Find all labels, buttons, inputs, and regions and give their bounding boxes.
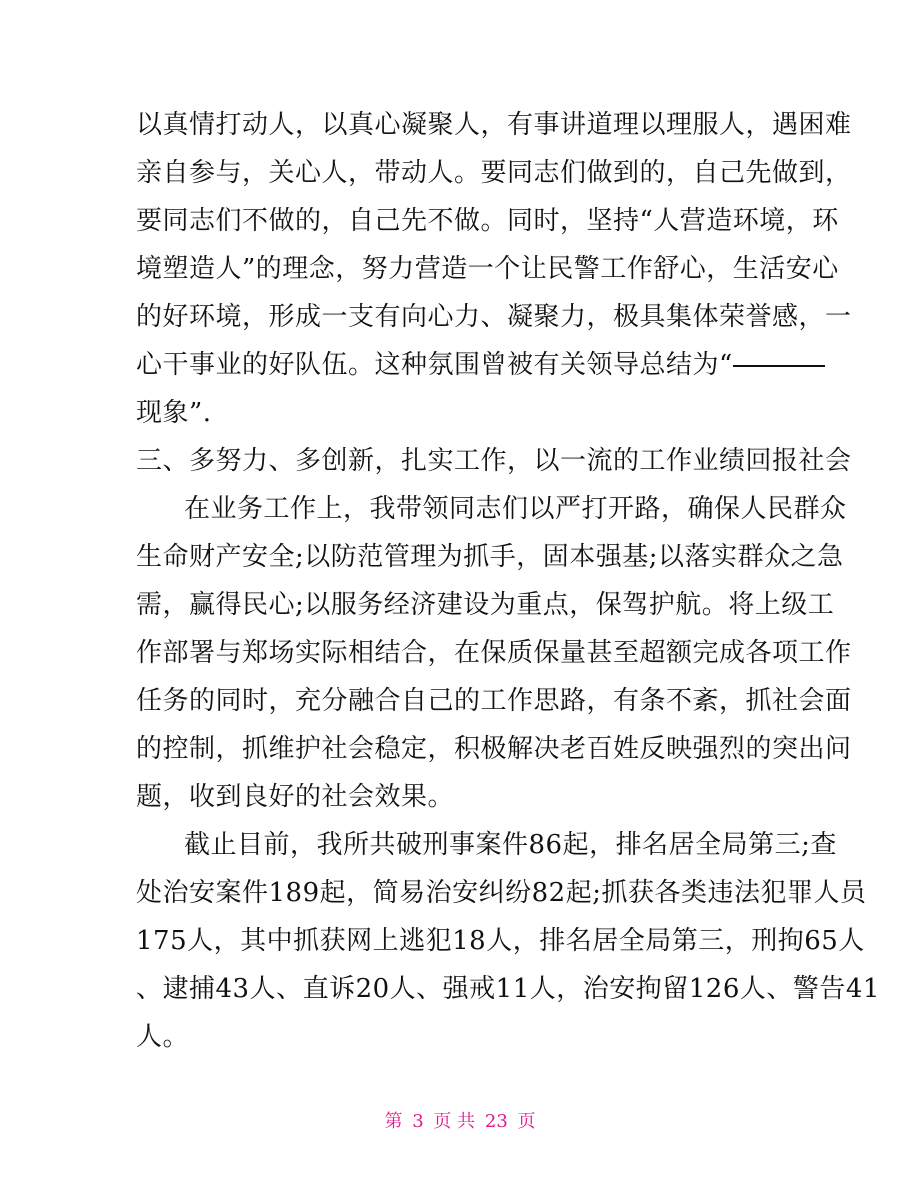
paragraph-1-line-5: 的好环境，形成一支有向心力、凝聚力，极具集体荣誉感，一	[136, 302, 852, 332]
paragraph-2-line-4: 作部署与郑场实际相结合，在保质保量甚至超额完成各项工作	[136, 638, 852, 668]
paragraph-2-line-6: 的控制，抓维护社会稳定，积极解决老百姓反映强烈的突出问	[136, 734, 852, 764]
current-page-number: 3	[412, 1111, 424, 1132]
paragraph-2-line-5: 任务的同时，充分融合自己的工作思路，有条不紊，抓社会面	[136, 686, 852, 716]
paragraph-2-line-3: 需，赢得民心;以服务经济建设为重点，保驾护航。将上级工	[136, 590, 835, 620]
paragraph-1-line-7: 现象”.	[136, 398, 212, 428]
footer-prefix: 第	[384, 1111, 403, 1132]
section-heading-3: 三、多努力、多创新，扎实工作，以一流的工作业绩回报社会	[136, 446, 852, 476]
paragraph-3-line-4: 、逮捕43人、直诉20人、强戒11人，治安拘留126人、警告41	[136, 974, 880, 1004]
paragraph-1-line-4: 境塑造人”的理念，努力营造一个让民警工作舒心，生活安心	[136, 254, 839, 284]
paragraph-2-line-1: 在业务工作上，我带领同志们以严打开路，确保人民群众	[184, 494, 847, 524]
page-footer	[0, 1110, 920, 1134]
paragraph-3-line-2: 处治安案件189起，简易治安纠纷82起;抓获各类违法犯罪人员	[136, 878, 867, 908]
fill-in-blank	[733, 365, 825, 367]
footer-middle: 页 共	[433, 1111, 476, 1132]
paragraph-1-line-6-text: 心干事业的好队伍。这种氛围曾被有关领导总结为“	[136, 350, 733, 380]
paragraph-1-line-3: 要同志们不做的，自己先不做。同时，坚持“人营造环境，环	[136, 206, 839, 236]
paragraph-1-line-1: 以真情打动人，以真心凝聚人，有事讲道理以理服人，遇困难	[136, 110, 852, 140]
footer-suffix: 页	[517, 1111, 536, 1132]
paragraph-1-line-2: 亲自参与，关心人，带动人。要同志们做到的，自己先做到，	[136, 158, 852, 188]
paragraph-2-line-2: 生命财产安全;以防范管理为抓手，固本强基;以落实群众之急	[136, 542, 844, 572]
paragraph-3-line-5: 人。	[136, 1022, 190, 1052]
paragraph-1-line-6	[136, 350, 786, 380]
paragraph-2-line-7: 题，收到良好的社会效果。	[136, 782, 455, 812]
total-pages-number: 23	[484, 1111, 508, 1132]
paragraph-3-line-1: 截止目前，我所共破刑事案件86起，排名居全局第三;查	[184, 830, 837, 860]
paragraph-3-line-3: 175人，其中抓获网上逃犯18人，排名居全局第三，刑拘65人	[136, 926, 865, 956]
